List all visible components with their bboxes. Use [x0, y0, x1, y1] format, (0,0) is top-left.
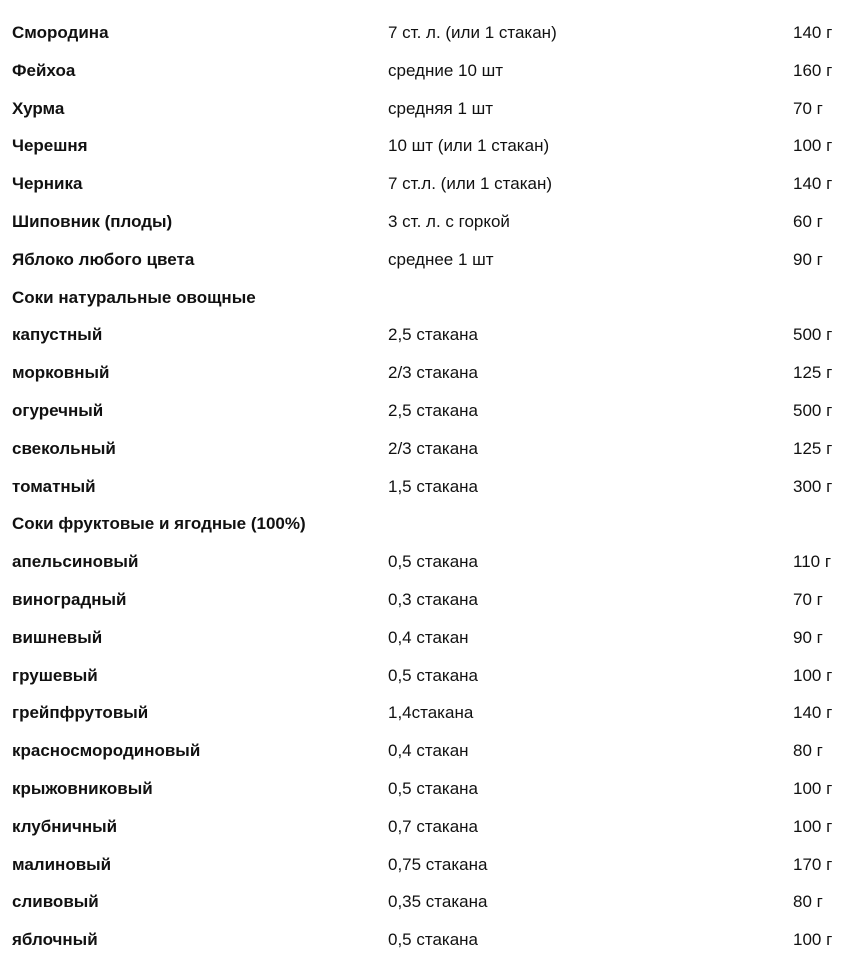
portion-size: 0,7 стакана [388, 816, 479, 836]
food-name: малиновый [12, 854, 112, 874]
portion-size: 0,5 стакана [388, 552, 479, 572]
table-row [0, 770, 868, 808]
food-name: виноградный [12, 589, 127, 609]
food-name: крыжовниковый [12, 778, 153, 798]
table-row [0, 619, 868, 657]
portion-size: 0,4 стакан [388, 741, 469, 761]
food-name: огуречный [12, 400, 104, 420]
food-name: красносмородиновый [12, 741, 201, 761]
table-row [0, 808, 868, 846]
weight-value: 80 г [793, 741, 823, 761]
table-row [0, 430, 868, 468]
table-row [0, 316, 868, 354]
food-name: морковный [12, 363, 110, 383]
portion-size: 0,3 стакана [388, 589, 479, 609]
food-name: апельсиновый [12, 552, 139, 572]
table-row [0, 581, 868, 619]
portion-size: 2/3 стакана [388, 438, 479, 458]
weight-value: 70 г [793, 589, 823, 609]
table-row [0, 127, 868, 165]
portion-size: средние 10 шт [388, 60, 504, 80]
food-name: Хурма [12, 98, 65, 118]
portion-size: среднее 1 шт [388, 249, 494, 269]
portion-size: 10 шт (или 1 стакан) [388, 136, 550, 156]
section-header-fruit-juices [0, 505, 868, 543]
portion-size: 1,5 стакана [388, 476, 479, 496]
weight-value: 140 г [793, 174, 833, 194]
table-row [0, 241, 868, 279]
weight-value: 500 г [793, 325, 833, 345]
portion-size: 2/3 стакана [388, 363, 479, 383]
table-row [0, 657, 868, 695]
weight-value: 60 г [793, 211, 823, 231]
portion-size: 0,35 стакана [388, 892, 488, 912]
food-name: яблочный [12, 930, 98, 950]
food-name: сливовый [12, 892, 99, 912]
food-name: Шиповник (плоды) [12, 211, 173, 231]
table-row [0, 883, 868, 921]
weight-value: 90 г [793, 249, 823, 269]
food-name: капустный [12, 325, 103, 345]
table-row [0, 90, 868, 128]
weight-value: 160 г [793, 60, 833, 80]
weight-value: 300 г [793, 476, 833, 496]
food-name: Смородина [12, 23, 109, 42]
portion-size: 2,5 стакана [388, 400, 479, 420]
table-row [0, 52, 868, 90]
table-row [0, 165, 868, 203]
weight-value: 100 г [793, 778, 833, 798]
weight-value: 140 г [793, 703, 833, 723]
food-name: клубничный [12, 816, 118, 836]
weight-value: 100 г [793, 816, 833, 836]
food-name: Фейхоа [12, 60, 76, 80]
food-name: вишневый [12, 627, 103, 647]
weight-value: 170 г [793, 854, 833, 874]
weight-value: 100 г [793, 665, 833, 685]
portion-size: 7 ст. л. (или 1 стакан) [388, 23, 557, 42]
weight-value: 500 г [793, 400, 833, 420]
table-row [0, 846, 868, 884]
food-name: грушевый [12, 665, 98, 685]
table-row [0, 468, 868, 506]
table-row [0, 694, 868, 732]
weight-value: 90 г [793, 627, 823, 647]
weight-value: 125 г [793, 363, 833, 383]
section-header-vegetable-juices [0, 279, 868, 317]
food-name: свекольный [12, 438, 116, 458]
table-row [0, 354, 868, 392]
weight-value: 110 г [793, 552, 832, 572]
section-title: Соки фруктовые и ягодные (100%) [12, 514, 306, 534]
food-name: Черника [12, 174, 83, 194]
food-name: грейпфрутовый [12, 703, 149, 723]
food-name: Черешня [12, 136, 88, 156]
table-row [0, 392, 868, 430]
weight-value: 100 г [793, 930, 833, 950]
portion-size: 2,5 стакана [388, 325, 479, 345]
portion-size: 7 ст.л. (или 1 стакан) [388, 174, 553, 194]
portion-size: средняя 1 шт [388, 98, 494, 118]
section-title: Соки натуральные овощные [12, 287, 256, 307]
food-portion-table [0, 14, 868, 959]
weight-value: 70 г [793, 98, 823, 118]
portion-size: 0,75 стакана [388, 854, 488, 874]
weight-value: 100 г [793, 136, 833, 156]
weight-value: 80 г [793, 892, 823, 912]
table-row [0, 732, 868, 770]
table-row [0, 14, 868, 52]
portion-size: 0,5 стакана [388, 665, 479, 685]
portion-size: 0,5 стакана [388, 778, 479, 798]
food-name: томатный [12, 476, 96, 496]
table-row [0, 543, 868, 581]
weight-value: 125 г [793, 438, 833, 458]
portion-size: 0,4 стакан [388, 627, 469, 647]
weight-value: 140 г [793, 23, 833, 42]
table-row [0, 921, 868, 959]
portion-size: 0,5 стакана [388, 930, 479, 950]
food-name: Яблоко любого цвета [12, 249, 195, 269]
table-row [0, 203, 868, 241]
portion-size: 3 ст. л. с горкой [388, 211, 510, 231]
portion-size: 1,4стакана [388, 703, 474, 723]
